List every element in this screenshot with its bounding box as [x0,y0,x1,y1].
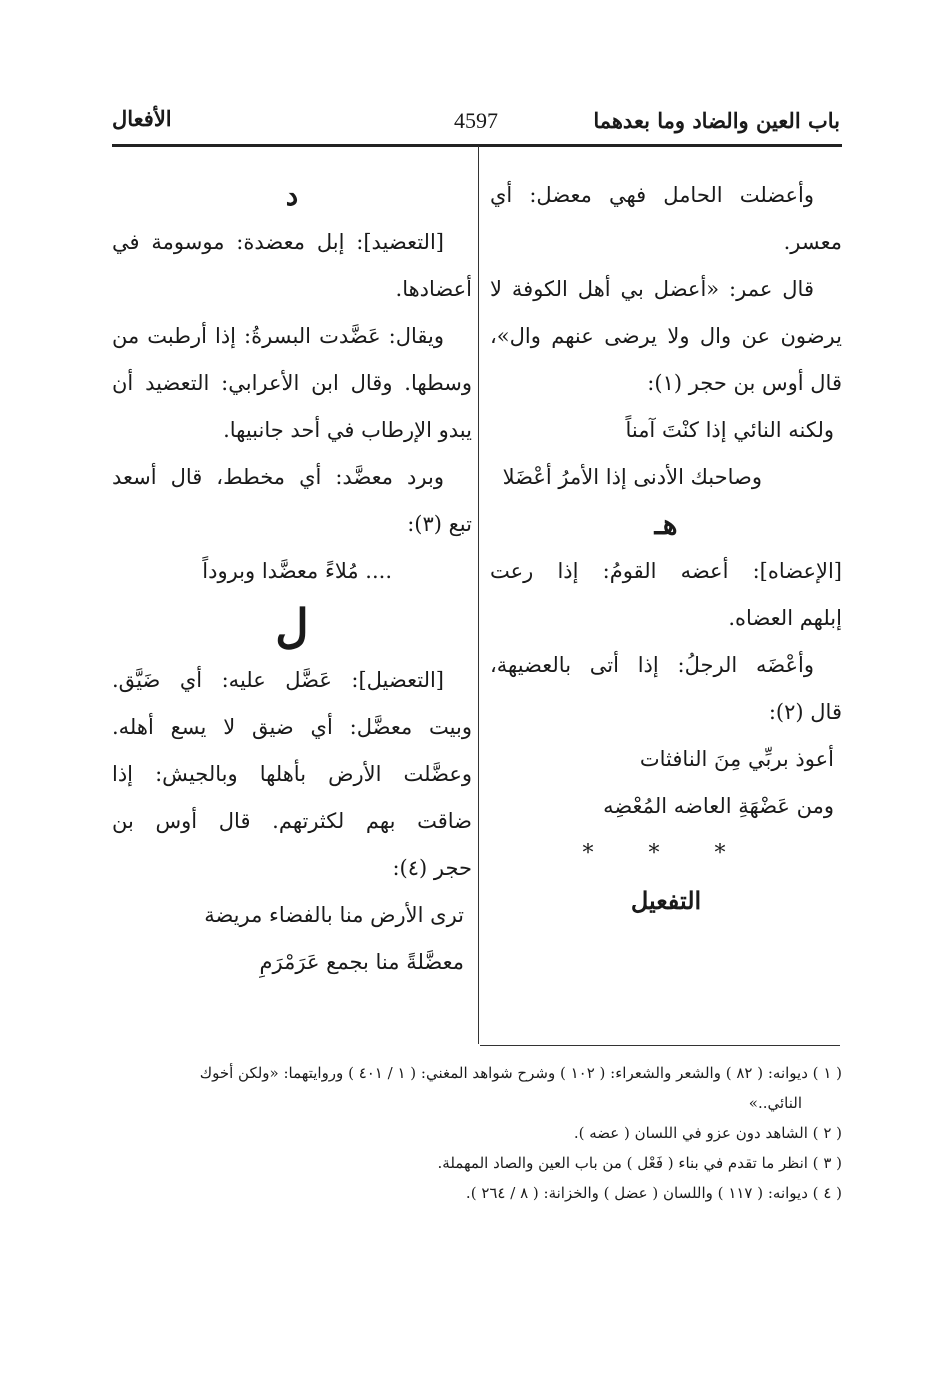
text-line: أعضادها. [395,277,472,301]
text-line: تبع (٣): [407,512,472,536]
text-line: [التعضيل]: عَضَّل عليه: أي ضَيَّق. [112,668,444,692]
left-column [112,172,472,986]
text-line: [الإعضاه]: أعضه القومُ: إذا رعت [490,559,842,583]
text-line: ضاقت بهم لكثرتهم. قال أوس بن [112,809,472,833]
right-column [490,172,842,924]
text-line: يبدو الإرطاب في أحد جانبيها. [223,418,472,442]
verse-line: .... مُلاءً معضَّدا وبروداً [202,559,392,583]
text-line: قال أوس بن حجر (١): [647,371,842,395]
letter-heading: هـ [654,508,678,541]
letter-heading: ل [275,599,309,653]
verse-line: ترى الأرض منا بالفضاء مريضة [204,903,464,927]
chapter-title: باب العين والضاد وما بعدهما [593,108,840,133]
footnotes [112,1058,842,1208]
text-line: يرضون عن وال ولا يرضى عنهم وال»، [490,324,842,348]
section-separator: * * * [582,841,750,866]
text-line: وبيت معضَّل: أي ضيق لا يسع أهله. [112,715,472,739]
text-line: قال عمر: «أعضل بي أهل الكوفة لا [490,277,814,301]
text-line: ويقال: عَضَّدت البسرةُ: إذا أرطبت من [112,324,444,348]
footnote-continuation: النائي..» [748,1094,802,1112]
verse-line: معضَّلةً منا بجمع عَرَمْرَمِ [259,950,464,974]
column-divider [478,146,479,1044]
verse-line: ولكنه النائي إذا كنْتَ آمناً [625,418,834,442]
text-line: إبلهم العضاه. [728,606,842,630]
verse-line: ومن عَضْهَةِ العاضه المُعْضِه [603,794,834,818]
footnote: ( ٢ ) الشاهد دون عزو في اللسان ( عضه ). [573,1124,842,1142]
text-line: وسطها. وقال ابن الأعرابي: التعضيد أن [112,371,472,395]
page-number: 4597 [454,108,498,133]
text-line: حجر (٤): [392,856,472,880]
text-line: وأعْضَه الرجلُ: إذا أتى بالعضيهة، [490,653,814,677]
letter-heading: د [285,179,299,212]
text-line: وبرد معضَّد: أي مخطط، قال أسعد [112,465,444,489]
footnote-rule [480,1045,840,1046]
text-line: وعضَّلت الأرض بأهلها وبالجيش: إذا [112,762,472,786]
footnote: ( ٣ ) انظر ما تقدم في بناء ( فَعْل ) من باب العين والصاد المهملة. [437,1154,842,1172]
footnote: ( ٤ ) ديوانه: ( ١١٧ ) واللسان ( عضل ) والخزانة: ( ٨ / ٢٦٤ ). [465,1184,842,1202]
text-line: معسر. [783,230,842,254]
verse-line: وصاحبك الأدنى إذا الأمرُ أعْضَلا [502,465,762,489]
section-running-title: الأفعال [112,106,172,131]
text-line: [التعضيد]: إبل معضدة: موسومة في [112,230,444,254]
page-header [112,102,840,142]
section-title: التفعيل [630,886,702,915]
text-line: قال (٢): [768,700,842,724]
footnote: ( ١ ) ديوانه: ( ٨٢ ) والشعر والشعراء: ( ١٠٢ ) وشرح شواهد المغني: ( ١ / ٤٠١ ) وروايتهما: «ولكن أخوك [199,1064,842,1082]
verse-line: أعوذ بربِّي مِنَ النافثات [639,747,834,771]
text-line: وأعضلت الحامل فهي معضل: أي [490,183,814,207]
header-rule [112,144,842,147]
